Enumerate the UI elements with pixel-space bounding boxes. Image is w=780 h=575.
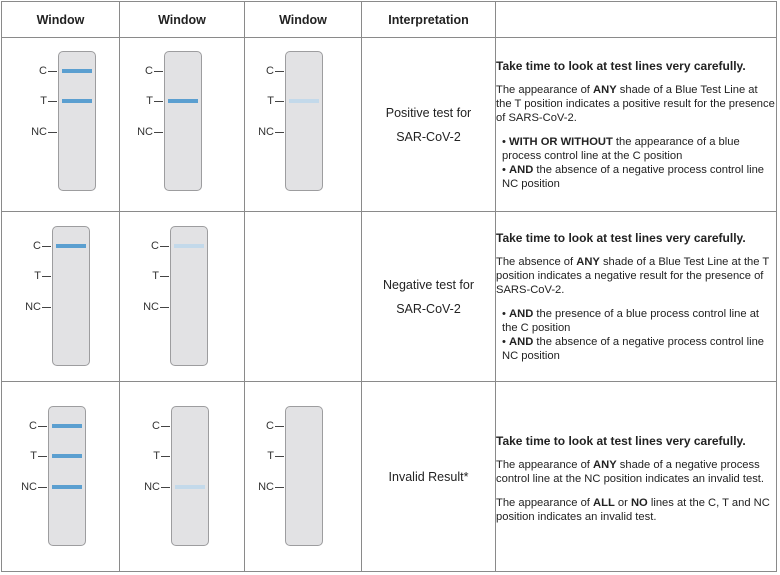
table-row-negative: [2, 212, 777, 382]
test-line-t-strong: [62, 99, 92, 103]
marker-tick: [161, 426, 170, 427]
marker-tick: [42, 246, 51, 247]
marker-label-nc: [31, 126, 57, 138]
marker-tick: [154, 71, 163, 72]
marker-text: NC: [137, 126, 153, 138]
interpretation-line-2: SAR-CoV-2: [396, 301, 461, 316]
marker-tick: [48, 101, 57, 102]
window-cell: [2, 38, 120, 212]
header-window-2: Window: [120, 2, 245, 38]
header-window-3: Window: [245, 2, 362, 38]
marker-tick: [160, 307, 169, 308]
marker-text: T: [40, 95, 47, 107]
marker-text: NC: [143, 301, 159, 313]
marker-tick: [275, 456, 284, 457]
marker-tick: [275, 71, 284, 72]
marker-tick: [275, 132, 284, 133]
marker-text: T: [267, 95, 274, 107]
marker-text: NC: [21, 481, 37, 493]
marker-label-nc: [258, 481, 284, 493]
marker-text: T: [153, 450, 160, 462]
marker-label-nc: [258, 126, 284, 138]
test-line-c-strong: [56, 244, 86, 248]
marker-label-t: [40, 95, 57, 107]
window-cell: [2, 382, 120, 572]
window-cell-empty: [245, 212, 362, 382]
marker-label-nc: [143, 301, 169, 313]
marker-tick: [160, 276, 169, 277]
test-line-nc-faint: [175, 485, 205, 489]
marker-tick: [42, 307, 51, 308]
test-strip: [285, 406, 323, 546]
header-interpretation: Interpretation: [362, 2, 496, 38]
window-cell: [120, 382, 245, 572]
test-strip: [58, 51, 96, 191]
test-strip: [52, 226, 90, 366]
marker-label-c: [266, 65, 284, 77]
marker-text: T: [34, 270, 41, 282]
marker-tick: [275, 101, 284, 102]
description-paragraph: The appearance of ANY shade of a Blue Test Line at the T position indicates a positive result for the presence of SARS-CoV-2.: [496, 83, 775, 124]
marker-label-t: [34, 270, 51, 282]
window-cell: [120, 38, 245, 212]
marker-tick: [48, 71, 57, 72]
marker-text: C: [29, 420, 37, 432]
description-heading: Take time to look at test lines very carefully.: [496, 58, 746, 73]
marker-label-t: [30, 450, 47, 462]
marker-label-c: [152, 420, 170, 432]
interpretation-cell: [362, 212, 496, 382]
description-bullet: • AND the absence of a negative process control line NC position: [502, 163, 765, 190]
test-strip: [285, 51, 323, 191]
description-bullet: • AND the presence of a blue process control line at the C position: [502, 307, 760, 334]
marker-text: C: [39, 65, 47, 77]
marker-label-nc: [25, 301, 51, 313]
marker-tick: [48, 132, 57, 133]
marker-text: T: [146, 95, 153, 107]
description-paragraph: The appearance of ALL or NO lines at the C, T and NC position indicates an invalid test.: [496, 496, 770, 523]
marker-tick: [38, 426, 47, 427]
marker-label-t: [153, 450, 170, 462]
header-window-1: Window: [2, 2, 120, 38]
marker-text: C: [33, 240, 41, 252]
window-cell: [120, 212, 245, 382]
test-strip: [48, 406, 86, 546]
marker-text: T: [152, 270, 159, 282]
description-cell: [496, 212, 777, 382]
marker-text: T: [30, 450, 37, 462]
marker-label-c: [266, 420, 284, 432]
marker-tick: [160, 246, 169, 247]
marker-label-c: [33, 240, 51, 252]
marker-text: C: [151, 240, 159, 252]
marker-label-nc: [137, 126, 163, 138]
marker-label-nc: [21, 481, 47, 493]
results-interpretation-table: [1, 1, 777, 572]
marker-tick: [154, 132, 163, 133]
window-cell: [245, 38, 362, 212]
interpretation-line-1: Positive test for: [385, 105, 472, 120]
marker-label-t: [152, 270, 169, 282]
marker-text: C: [266, 65, 274, 77]
interpretation-line-1: Invalid Result*: [388, 469, 469, 484]
marker-label-t: [267, 95, 284, 107]
test-line-t-faint: [289, 99, 319, 103]
marker-text: C: [266, 420, 274, 432]
test-line-t-strong: [168, 99, 198, 103]
table-row-positive: [2, 38, 777, 212]
description-bullet: • WITH OR WITHOUT the appearance of a blue process control line at the C position: [502, 135, 740, 162]
marker-tick: [38, 456, 47, 457]
marker-text: NC: [144, 481, 160, 493]
interpretation-line-2: SAR-CoV-2: [396, 129, 461, 144]
description-heading: Take time to look at test lines very carefully.: [496, 230, 746, 245]
description-paragraph: The absence of ANY shade of a Blue Test Line at the T position indicates a negative result for the presence of SARS-CoV-2.: [496, 255, 770, 296]
marker-text: NC: [25, 301, 41, 313]
description-bullet: • AND the absence of a negative process control line NC position: [502, 335, 765, 362]
interpretation-cell: [362, 38, 496, 212]
test-line-c-strong: [52, 424, 82, 428]
description-heading: Take time to look at test lines very carefully.: [496, 433, 746, 448]
marker-text: NC: [258, 126, 274, 138]
test-strip: [171, 406, 209, 546]
description-cell: [496, 382, 777, 572]
marker-tick: [161, 487, 170, 488]
marker-tick: [275, 487, 284, 488]
marker-label-c: [145, 65, 163, 77]
test-line-nc-strong: [52, 485, 82, 489]
interpretation-line-1: Negative test for: [382, 277, 474, 292]
marker-text: C: [152, 420, 160, 432]
header-description: [496, 2, 777, 38]
window-cell: [2, 212, 120, 382]
marker-label-t: [146, 95, 163, 107]
interpretation-cell: [362, 382, 496, 572]
marker-text: NC: [31, 126, 47, 138]
marker-tick: [38, 487, 47, 488]
marker-tick: [161, 456, 170, 457]
marker-text: NC: [258, 481, 274, 493]
marker-label-nc: [144, 481, 170, 493]
marker-text: T: [267, 450, 274, 462]
marker-text: C: [145, 65, 153, 77]
window-cell: [245, 382, 362, 572]
test-strip: [170, 226, 208, 366]
marker-label-t: [267, 450, 284, 462]
test-line-t-strong: [52, 454, 82, 458]
test-line-c-faint: [174, 244, 204, 248]
header-row: [2, 2, 777, 38]
marker-label-c: [29, 420, 47, 432]
description-cell: [496, 38, 777, 212]
marker-tick: [42, 276, 51, 277]
marker-tick: [275, 426, 284, 427]
test-line-c-strong: [62, 69, 92, 73]
marker-label-c: [151, 240, 169, 252]
description-paragraph: The appearance of ANY shade of a negative process control line at the NC position indicates an invalid test.: [496, 458, 765, 485]
test-strip: [164, 51, 202, 191]
marker-label-c: [39, 65, 57, 77]
table-row-invalid: [2, 382, 777, 572]
marker-tick: [154, 101, 163, 102]
